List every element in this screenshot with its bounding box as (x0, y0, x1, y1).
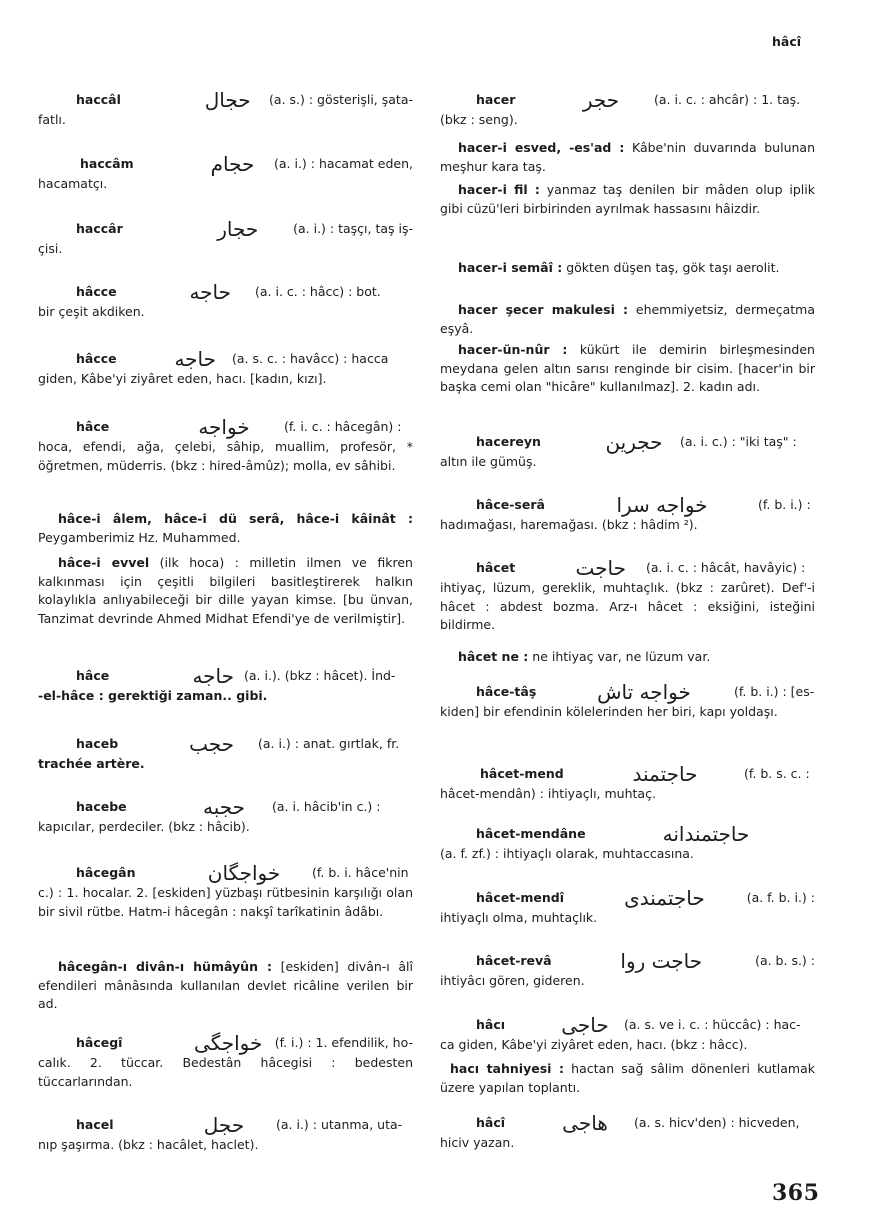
dictionary-entry (38, 862, 413, 921)
page-number: 365 (772, 1180, 820, 1206)
headword: hâcegân (76, 864, 136, 880)
dictionary-subentry (440, 181, 815, 218)
definition: kiden] bir efendinin kölelerinden her biri, kapı yoldaşı. (440, 704, 778, 719)
arabic-script: حجب (189, 731, 234, 756)
arabic-script: خواجگی (194, 1030, 263, 1055)
arabic-script: حجبه (202, 794, 246, 819)
dictionary-subentry (38, 510, 413, 547)
dictionary-subentry (440, 301, 815, 338)
dictionary-entry (440, 89, 815, 130)
dictionary-entry (38, 796, 413, 837)
definition: ihtiyaçlı olma, muhtaçlık. (440, 910, 598, 925)
definition: [eskiden] divân-ı âlî efendileri mânâsında kullanılan devlet ricâline verilen bir ad. (38, 959, 413, 1011)
definition: yanmaz taş denilen bir mâden olup iplik gibi cüzü'leri birbirinden ayrılmak hassasını hâizdir. (440, 182, 815, 216)
arabic-script: حاجه (174, 346, 216, 371)
definition: çisi. (38, 241, 63, 256)
definition: Peygamberimiz Hz. Muhammed. (38, 529, 241, 545)
grammar-info: (a. b. s.) : (755, 952, 815, 968)
grammar-info: (a. i. c.) : "iki taş" : (680, 433, 797, 449)
headword: haccâr (76, 220, 123, 236)
dictionary-entry (440, 431, 815, 472)
headword: hâcce (76, 283, 117, 299)
definition: kükürt ile demirin birleşmesinden meydana gelen altın sarısı renginde bir cisim. [hacer'in bir başka cemi olan "hicâre" kullanılmaz]. 2. kadın adı. (440, 342, 815, 394)
definition: fatlı. (38, 112, 66, 127)
arabic-script: حجام (210, 151, 255, 176)
grammar-info: (a. i.) : utanma, uta- (276, 1116, 403, 1132)
definition: hoca, efendi, ağa, çelebi, sâhip, muallim, profesör, * öğretmen, müderris. (bkz : hired-âmûz); molla, ev sâhibi. (38, 439, 413, 473)
grammar-info: (a. i. hâcib'in c.) : (272, 798, 381, 814)
headword: hâcce (76, 350, 117, 366)
headword: haceb (76, 735, 119, 751)
headword: hâcegî (76, 1034, 123, 1050)
definition: (bkz : seng). (440, 112, 518, 127)
headword: hâcet (476, 559, 516, 575)
subentry-headword: hacer-i semâî : (458, 260, 563, 275)
arabic-script: حجرین (605, 429, 663, 454)
dictionary-entry (440, 681, 815, 722)
arabic-script: حجال (204, 87, 251, 112)
grammar-info: (a. i. c. : ahcâr) : 1. taş. (654, 91, 801, 107)
headword: hâcet-revâ (476, 952, 552, 968)
subentry-headword: hacer-i fil : (458, 182, 540, 197)
definition: altın ile gümüş. (440, 454, 537, 469)
dictionary-subentry (440, 139, 815, 176)
dictionary-entry (440, 557, 815, 635)
grammar-info: (a. s. hicv'den) : hicveden, (634, 1114, 800, 1130)
dictionary-subentry (38, 554, 413, 628)
arabic-script: حجل (203, 1112, 245, 1137)
headword: hâcî (476, 1114, 506, 1130)
grammar-info: (a. f. b. i.) : (746, 889, 815, 905)
running-header: hâcî (772, 34, 802, 49)
headword: hâce (76, 418, 110, 434)
dictionary-entry (440, 1014, 815, 1055)
arabic-script: خواجگان (207, 860, 281, 885)
dictionary-subentry (440, 259, 815, 278)
arabic-script: حجر (582, 87, 620, 112)
dictionary-subentry (38, 958, 413, 1014)
dictionary-entry (440, 950, 815, 991)
grammar-info: (f. i.) : 1. efendilik, ho- (274, 1034, 413, 1050)
dictionary-entry (440, 1112, 815, 1153)
dictionary-entry (38, 218, 413, 259)
definition: ihtiyaç, lüzum, gereklik, muhtaçlık. (bkz : zarûret). Def'-i hâcet : abdest bozma. Arz-ı hâcet : eksiğini, isteğini bildirme. (440, 580, 815, 632)
definition: c.) : 1. hocalar. 2. [eskiden] yüzbaşı rütbesinin karşılığı olan bir sivil rütbe. Hatm-i hâcegân : nakşî tarîkatinin âdâbı. (38, 885, 413, 919)
grammar-info: (f. i. c. : hâcegân) : (284, 418, 402, 434)
headword: hacebe (76, 798, 127, 814)
headword: hacereyn (476, 433, 541, 449)
definition: calık. 2. tüccar. Bedestân hâcegisi : bedesten tüccarlarından. (38, 1055, 413, 1089)
grammar-info: (a. i. c. : hâcât, havâyic) : (646, 559, 806, 575)
subentry-headword: hâce-i evvel (58, 555, 150, 570)
grammar-info: (a. s. ve i. c. : hüccâc) : hac- (624, 1016, 801, 1032)
definition: gökten düşen taş, gök taşı aerolit. (566, 260, 780, 275)
definition: Kâbe'nin duvarında bulunan meşhur kara taş. (440, 140, 815, 174)
headword: hâcet-mend (480, 765, 564, 781)
subentry-headword: hâce-i âlem, hâce-i dü serâ, hâce-i kâinât : (58, 511, 413, 526)
headword: haccâl (76, 91, 121, 107)
subentry-headword: hacı tahniyesi : (450, 1061, 564, 1076)
grammar-info: (a. i.) : hacamat eden, (273, 155, 413, 171)
dictionary-entry (38, 1114, 413, 1155)
definition: nıp şaşırma. (bkz : hacâlet, haclet). (38, 1137, 259, 1152)
dictionary-entry (38, 281, 413, 322)
definition: ne ihtiyaç var, ne lüzum var. (532, 649, 711, 664)
definition: trachée artère. (38, 756, 145, 771)
grammar-info: (a. s. c. : havâcc) : hacca (232, 350, 389, 366)
grammar-info: (f. b. i.) : (758, 496, 811, 512)
definition: bir çeşit akdiken. (38, 304, 145, 319)
arabic-script: حاجه (192, 663, 234, 688)
arabic-script: حاجت روا (620, 948, 703, 973)
arabic-script: حاجت (575, 555, 626, 580)
dictionary-entry (440, 887, 815, 928)
headword: hacer (476, 91, 516, 107)
headword: hâcet-mendî (476, 889, 565, 905)
arabic-script: حاجی (561, 1012, 609, 1037)
headword: haccâm (80, 155, 134, 171)
definition: hadımağası, haremağası. (bkz : hâdim ²). (440, 517, 698, 532)
definition: (a. f. zf.) : ihtiyaçlı olarak, muhtaccasına. (440, 846, 694, 861)
definition: hactan sağ sâlim dönenleri kutlamak üzere yapılan toplantı. (440, 1061, 815, 1095)
subentry-headword: hâcet ne : (458, 649, 529, 664)
headword: hâcı (476, 1016, 506, 1032)
definition: ehemmiyetsiz, dermeçatma eşyâ. (440, 302, 815, 336)
definition: giden, Kâbe'yi ziyâret eden, hacı. [kadın, kızı]. (38, 371, 327, 386)
grammar-info: (a. i.) : taşçı, taş iş- (293, 220, 413, 236)
definition: hâcet-mendân) : ihtiyaçlı, muhtaç. (440, 786, 656, 801)
dictionary-entry (38, 733, 413, 774)
arabic-script: حاجه (189, 279, 231, 304)
arabic-script: خواجه (198, 414, 250, 439)
dictionary-subentry (440, 648, 815, 667)
dictionary-subentry (440, 1060, 815, 1097)
headword: hâce (76, 667, 110, 683)
dictionary-entry (440, 494, 815, 535)
dictionary-entry (38, 89, 413, 130)
grammar-info: (f. b. i. hâce'nin (312, 864, 409, 880)
dictionary-entry (38, 665, 413, 706)
definition: (ilk hoca) : milletin ilmen ve fikren kalkınması için çeşitli bilgileri basitleştirerek halkın kolaylıkla anlıyabileceği bir dille yayan kimse. [bu ünvan, Tanzimat devrinde Ahmed Midhat Efendi'ye de verilmiştir]. (38, 555, 413, 626)
headword: hâce-tâş (476, 683, 537, 699)
definition: kapıcılar, perdeciler. (bkz : hâcib). (38, 819, 250, 834)
definition: ihtiyâcı gören, gideren. (440, 973, 585, 988)
dictionary-entry (38, 1032, 413, 1091)
arabic-script: حاجتمندی (624, 885, 705, 910)
arabic-script: حجار (217, 216, 259, 241)
dictionary-entry (38, 153, 413, 194)
grammar-info: (f. b. i.) : [es- (734, 683, 815, 699)
dictionary-subentry (440, 341, 815, 397)
grammar-info: (a. i.) : anat. gırtlak, fr. (258, 735, 400, 751)
grammar-info: (f. b. s. c. : (744, 765, 810, 781)
definition: hiciv yazan. (440, 1135, 515, 1150)
dictionary-entry (440, 763, 815, 804)
subentry-headword: hacer-ün-nûr : (458, 342, 568, 357)
definition: ca giden, Kâbe'yi ziyâret eden, hacı. (bkz : hâcc). (440, 1037, 748, 1052)
dictionary-entry (440, 823, 815, 864)
grammar-info: (a. i. c. : hâcc) : bot. (255, 283, 381, 299)
grammar-info: (a. i.). (bkz : hâcet). İnd- (244, 667, 396, 683)
subentry-headword: hacer-i esved, -es'ad : (458, 140, 625, 155)
subentry-headword: hâcegân-ı divân-ı hümâyûn : (58, 959, 272, 974)
arabic-script: هاجی (562, 1110, 608, 1135)
dictionary-entry (38, 348, 413, 389)
arabic-script: حاجتمندانه (662, 821, 750, 846)
definition: hacamatçı. (38, 176, 108, 191)
arabic-script: خواجه تاش (597, 679, 691, 704)
grammar-info: (a. s.) : gösterişli, şata- (269, 91, 413, 107)
definition: -el-hâce : gerektiği zaman.. gibi. (38, 688, 268, 703)
arabic-script: خواجه سرا (616, 492, 708, 517)
arabic-script: حاجتمند (632, 761, 698, 786)
headword: hacel (76, 1116, 114, 1132)
subentry-headword: hacer şecer makulesi : (458, 302, 629, 317)
headword: hâce-serâ (476, 496, 545, 512)
headword: hâcet-mendâne (476, 825, 586, 841)
dictionary-entry (38, 416, 413, 475)
